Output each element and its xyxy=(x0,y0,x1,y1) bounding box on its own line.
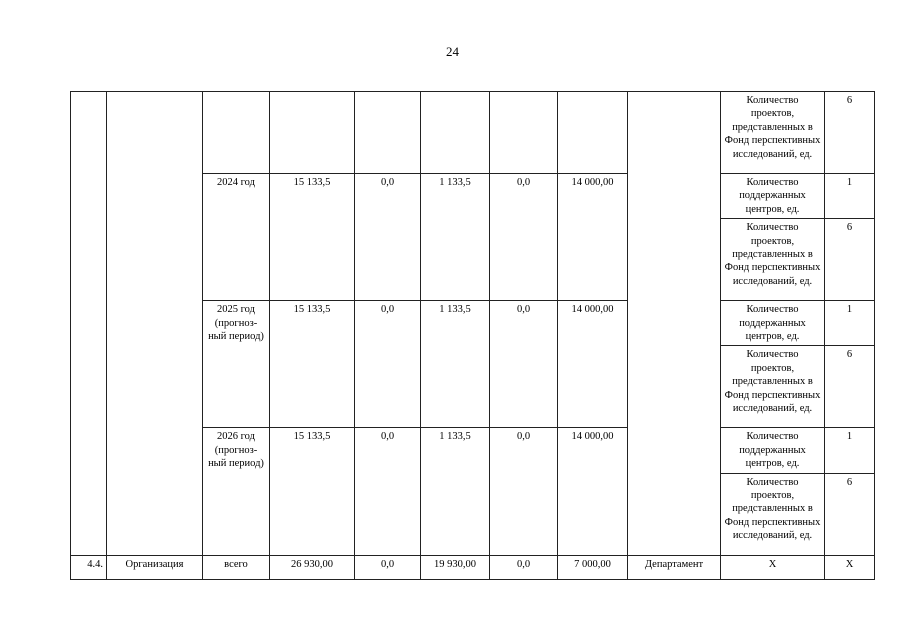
cell-federal: 0,0 xyxy=(355,174,421,301)
cell-municipal: 0,0 xyxy=(490,555,558,579)
cell-executor: Департамент xyxy=(628,555,721,579)
cell-indicator-value: 1 xyxy=(825,301,875,346)
cell-indicator: Количество проектов, представленных в Фонд перспективных исследований, ед. xyxy=(721,92,825,174)
program-table xyxy=(70,91,875,580)
cell-indicator-value: 1 xyxy=(825,428,875,473)
cell-extrabudget: 14 000,00 xyxy=(558,174,628,301)
cell-indicator: Количество проектов, представленных в Фонд перспективных исследований, ед. xyxy=(721,346,825,428)
cell-indicator: Количество проектов, представленных в Фонд перспективных исследований, ед. xyxy=(721,219,825,301)
cell-indicator: Количество поддержанных центров, ед. xyxy=(721,174,825,219)
cell-municipal: 0,0 xyxy=(490,174,558,301)
cell-extrabudget: 14 000,00 xyxy=(558,428,628,555)
cell-municipal: 0,0 xyxy=(490,428,558,555)
cell-activity xyxy=(107,92,203,556)
page-number: 24 xyxy=(446,44,459,59)
cell-indicator-value: 6 xyxy=(825,346,875,428)
cell-extrabudget: 14 000,00 xyxy=(558,301,628,428)
cell-indicator: Количество поддержанных центров, ед. xyxy=(721,428,825,473)
cell-year: 2026 год (прогноз-ный период) xyxy=(203,428,270,555)
cell-indicator-value: 6 xyxy=(825,473,875,555)
cell-year xyxy=(203,92,270,174)
cell-number xyxy=(71,92,107,556)
cell-executor xyxy=(628,92,721,556)
cell-regional: 1 133,5 xyxy=(421,428,490,555)
cell-total xyxy=(270,92,355,174)
cell-year: 2024 год xyxy=(203,174,270,301)
cell-year: всего xyxy=(203,555,270,579)
cell-number: 4.4. xyxy=(71,555,107,579)
cell-total: 26 930,00 xyxy=(270,555,355,579)
table-row xyxy=(71,92,875,174)
cell-indicator-value: 6 xyxy=(825,92,875,174)
cell-indicator-value: 6 xyxy=(825,219,875,301)
cell-regional: 1 133,5 xyxy=(421,174,490,301)
cell-regional xyxy=(421,92,490,174)
cell-activity: Организация xyxy=(107,555,203,579)
cell-total: 15 133,5 xyxy=(270,174,355,301)
cell-federal: 0,0 xyxy=(355,428,421,555)
cell-indicator: Х xyxy=(721,555,825,579)
cell-indicator-value: Х xyxy=(825,555,875,579)
cell-extrabudget: 7 000,00 xyxy=(558,555,628,579)
cell-indicator-value: 1 xyxy=(825,174,875,219)
cell-indicator: Количество поддержанных центров, ед. xyxy=(721,301,825,346)
cell-year: 2025 год (прогноз-ный период) xyxy=(203,301,270,428)
cell-indicator: Количество проектов, представленных в Фонд перспективных исследований, ед. xyxy=(721,473,825,555)
cell-total: 15 133,5 xyxy=(270,428,355,555)
cell-total: 15 133,5 xyxy=(270,301,355,428)
cell-federal xyxy=(355,92,421,174)
table-row xyxy=(71,555,875,579)
cell-municipal: 0,0 xyxy=(490,301,558,428)
cell-federal: 0,0 xyxy=(355,555,421,579)
cell-regional: 1 133,5 xyxy=(421,301,490,428)
cell-municipal xyxy=(490,92,558,174)
cell-regional: 19 930,00 xyxy=(421,555,490,579)
cell-extrabudget xyxy=(558,92,628,174)
cell-federal: 0,0 xyxy=(355,301,421,428)
